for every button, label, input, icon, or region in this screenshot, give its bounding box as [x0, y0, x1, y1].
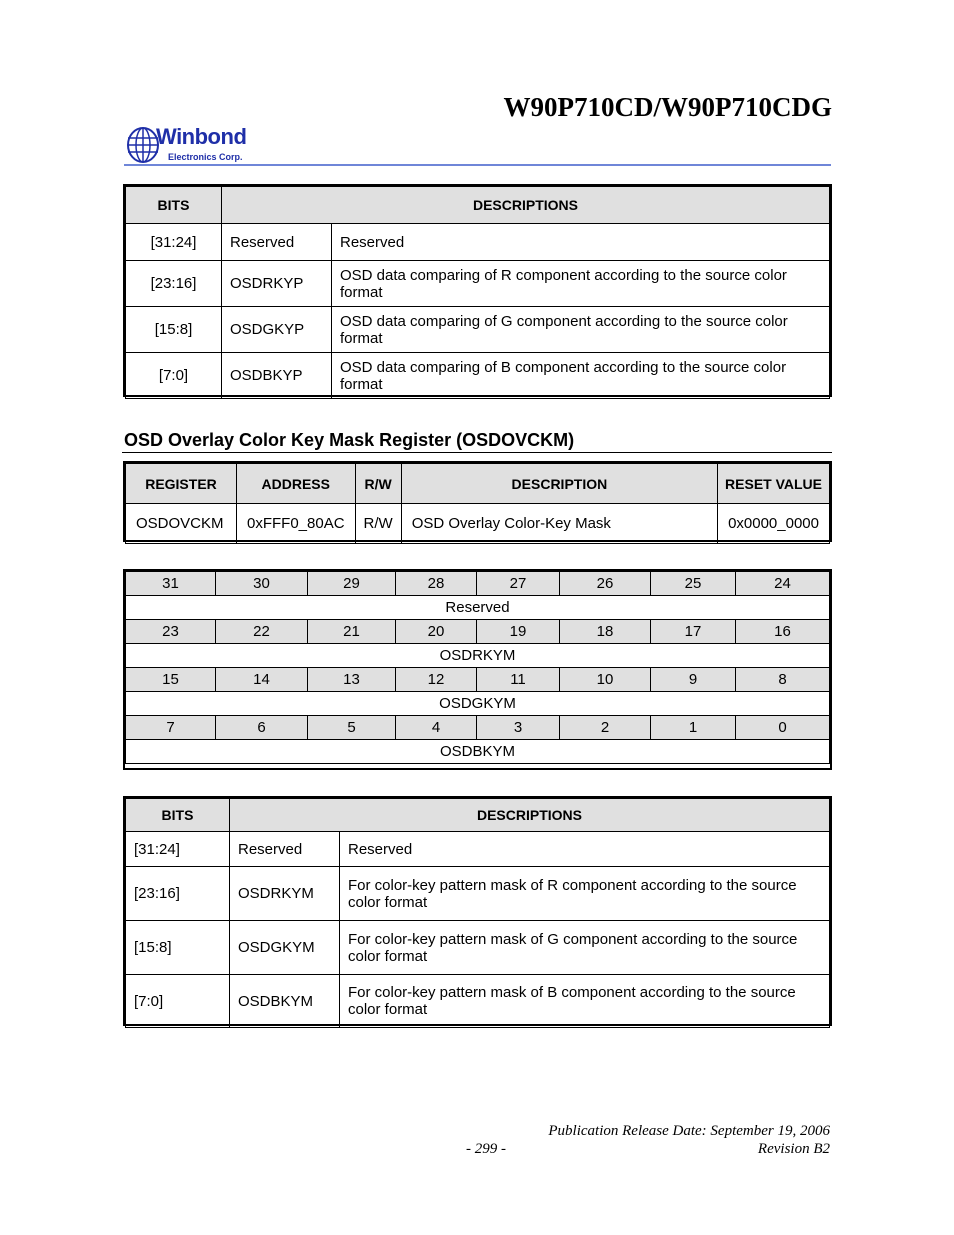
bit-number: 31: [126, 572, 216, 596]
cell-desc: OSD data comparing of G component according to the source color format: [332, 307, 830, 353]
cell-register: OSDOVCKM: [126, 504, 237, 544]
cell-name: Reserved: [230, 832, 340, 867]
field-row: [126, 692, 830, 716]
table-header-descriptions: DESCRIPTIONS: [222, 187, 830, 224]
cell-bits: [23:16]: [126, 867, 230, 921]
bit-number: 12: [396, 668, 477, 692]
cell-bits: [7:0]: [126, 353, 222, 399]
bit-number: 5: [308, 716, 396, 740]
logo-subtext: Electronics Corp.: [168, 152, 243, 162]
table-row: [126, 832, 830, 867]
bit-number: 26: [560, 572, 651, 596]
field-name: Reserved: [126, 596, 830, 620]
globe-icon: [126, 126, 160, 164]
bit-number: 22: [216, 620, 308, 644]
header-address: ADDRESS: [237, 464, 356, 504]
cell-desc: For color-key pattern mask of B component according to the source color format: [340, 975, 830, 1028]
section-divider: [122, 452, 832, 453]
cell-desc: OSD data comparing of R component according to the source color format: [332, 261, 830, 307]
cell-desc: Reserved: [340, 832, 830, 867]
bits-table-2: [125, 798, 830, 1028]
bit-number: 9: [651, 668, 736, 692]
header-reset-value: RESET VALUE: [718, 464, 830, 504]
bitmap-table: [125, 571, 830, 764]
bit-number: 29: [308, 572, 396, 596]
bit-number: 0: [736, 716, 830, 740]
field-row: [126, 644, 830, 668]
bit-number: 17: [651, 620, 736, 644]
bit-number: 27: [477, 572, 560, 596]
revision: Revision B2: [757, 1141, 830, 1157]
cell-desc: For color-key pattern mask of G component according to the source color format: [340, 921, 830, 975]
bit-number: 25: [651, 572, 736, 596]
cell-bits: [31:24]: [126, 224, 222, 261]
cell-bits: [15:8]: [126, 307, 222, 353]
cell-name: OSDGKYP: [222, 307, 332, 353]
table-row: [126, 504, 830, 544]
cell-name: OSDRKYM: [230, 867, 340, 921]
bit-number: 1: [651, 716, 736, 740]
bit-number: 28: [396, 572, 477, 596]
publication-date: Publication Release Date: September 19, 2006: [548, 1123, 830, 1139]
cell-desc: Reserved: [332, 224, 830, 261]
cell-reset-value: 0x0000_0000: [718, 504, 830, 544]
bit-number: 23: [126, 620, 216, 644]
field-row: [126, 740, 830, 764]
table-row: [126, 867, 830, 921]
header-register: REGISTER: [126, 464, 237, 504]
table-row: [126, 921, 830, 975]
table-row: [126, 353, 830, 399]
bit-number: 20: [396, 620, 477, 644]
table-row: [126, 224, 830, 261]
bit-number-row: [126, 572, 830, 596]
bit-number: 16: [736, 620, 830, 644]
header-rw: R/W: [355, 464, 401, 504]
cell-name: OSDGKYM: [230, 921, 340, 975]
register-table: [125, 463, 830, 544]
table-header-descriptions: DESCRIPTIONS: [230, 799, 830, 832]
bit-number: 21: [308, 620, 396, 644]
bit-number: 13: [308, 668, 396, 692]
bit-number-row: [126, 716, 830, 740]
bit-number: 8: [736, 668, 830, 692]
table-row: [126, 261, 830, 307]
bit-number: 18: [560, 620, 651, 644]
bit-number-row: [126, 620, 830, 644]
cell-desc: For color-key pattern mask of R component according to the source color format: [340, 867, 830, 921]
header-description: DESCRIPTION: [401, 464, 717, 504]
bit-number: 11: [477, 668, 560, 692]
table-row: [126, 307, 830, 353]
cell-bits: [15:8]: [126, 921, 230, 975]
bit-number: 19: [477, 620, 560, 644]
bit-number: 6: [216, 716, 308, 740]
bits-table-1: [125, 186, 830, 399]
cell-desc: OSD data comparing of B component according to the source color format: [332, 353, 830, 399]
bit-number: 7: [126, 716, 216, 740]
field-row: [126, 596, 830, 620]
field-name: OSDBKYM: [126, 740, 830, 764]
section-title: OSD Overlay Color Key Mask Register (OSDOVCKM): [124, 430, 575, 450]
document-title: W90P710CD/W90P710CDG: [503, 92, 832, 122]
bit-number: 2: [560, 716, 651, 740]
table-row: [126, 975, 830, 1028]
bit-number: 14: [216, 668, 308, 692]
cell-description: OSD Overlay Color-Key Mask: [401, 504, 717, 544]
bit-number: 30: [216, 572, 308, 596]
cell-address: 0xFFF0_80AC: [237, 504, 356, 544]
cell-name: Reserved: [222, 224, 332, 261]
table-header-bits: BITS: [126, 799, 230, 832]
cell-bits: [31:24]: [126, 832, 230, 867]
bit-number: 15: [126, 668, 216, 692]
winbond-logo: [126, 126, 326, 166]
header-divider: [124, 164, 831, 166]
bit-number: 3: [477, 716, 560, 740]
cell-name: OSDRKYP: [222, 261, 332, 307]
bit-number: 10: [560, 668, 651, 692]
logo-text: Winbond: [156, 124, 247, 149]
cell-rw: R/W: [355, 504, 401, 544]
bit-number-row: [126, 668, 830, 692]
field-name: OSDGKYM: [126, 692, 830, 716]
field-name: OSDRKYM: [126, 644, 830, 668]
page-number: - 299 -: [466, 1141, 506, 1157]
cell-name: OSDBKYM: [230, 975, 340, 1028]
table-header-bits: BITS: [126, 187, 222, 224]
cell-bits: [23:16]: [126, 261, 222, 307]
bit-number: 24: [736, 572, 830, 596]
cell-bits: [7:0]: [126, 975, 230, 1028]
cell-name: OSDBKYP: [222, 353, 332, 399]
bit-number: 4: [396, 716, 477, 740]
